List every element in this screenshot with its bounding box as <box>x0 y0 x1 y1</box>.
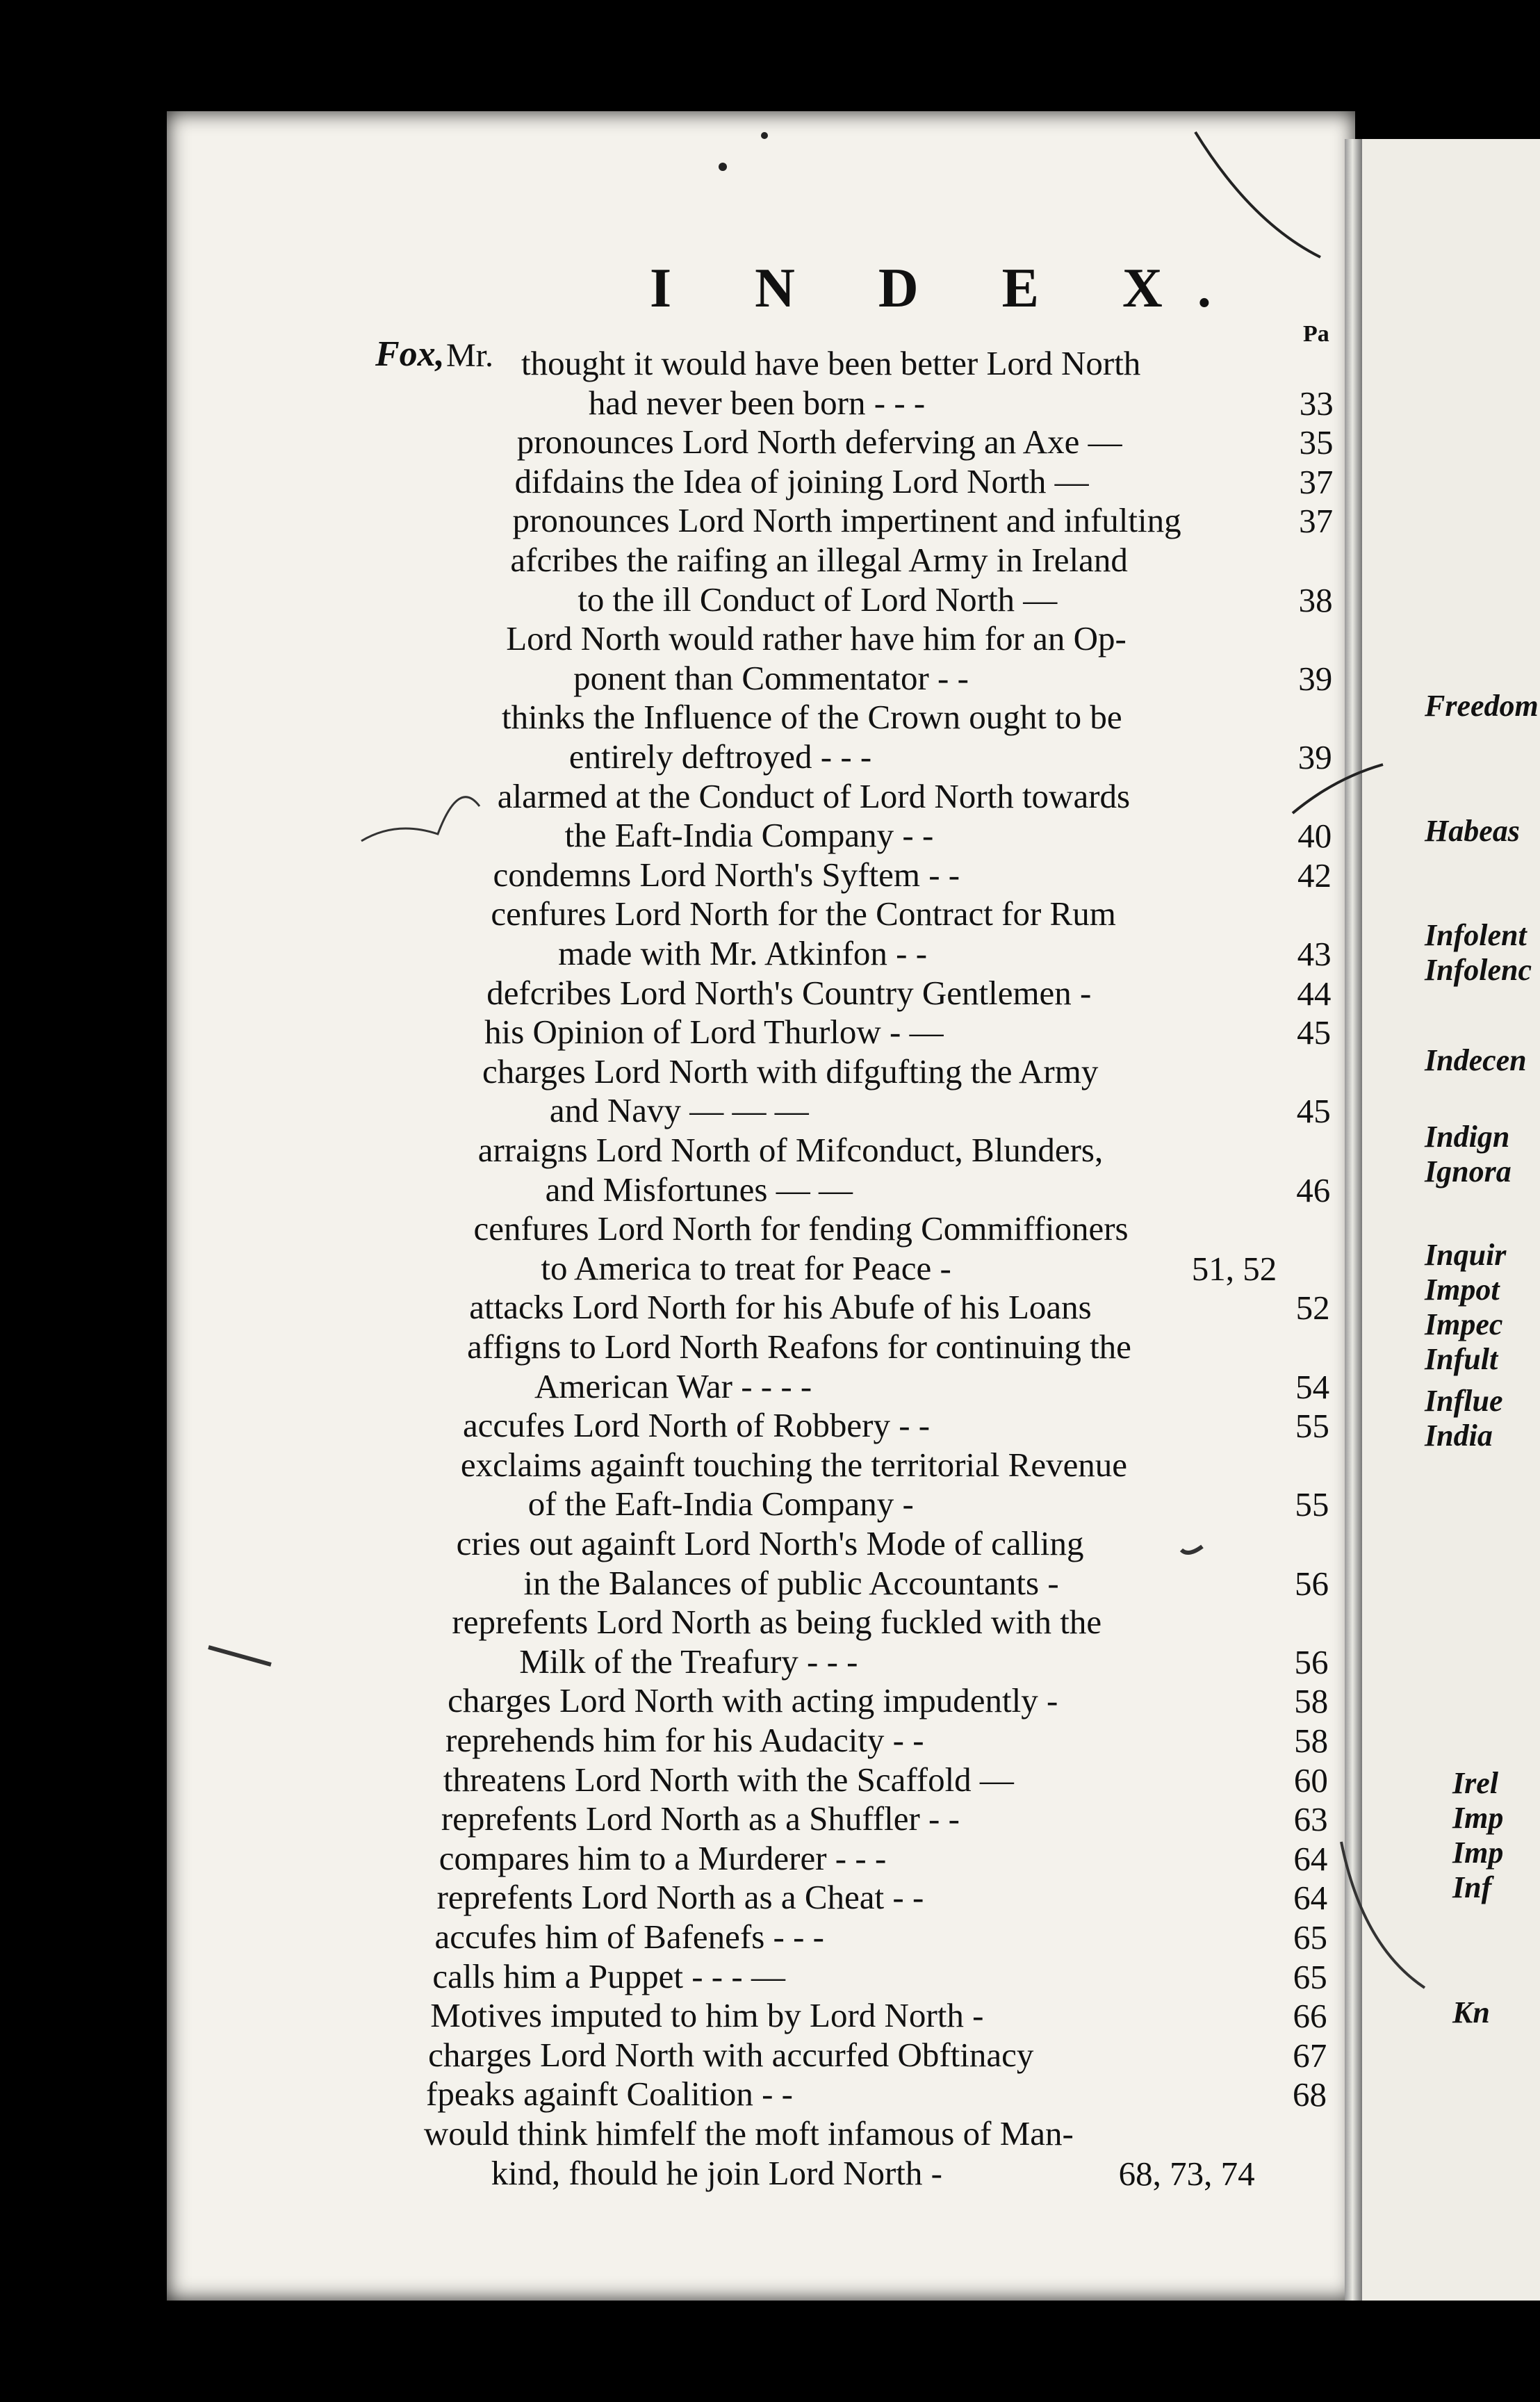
index-entry-line: accufes him of Bafenefs - - - <box>434 1918 824 1956</box>
index-entry-line: charges Lord North with accurfed Obftinacy <box>428 2035 1034 2074</box>
index-page-number: 66 <box>1293 1997 1327 2036</box>
index-heading-name: Fox, <box>375 334 445 374</box>
index-page-number: 63 <box>1293 1800 1328 1839</box>
index-entry-line: American War - - - - <box>534 1366 812 1405</box>
index-entry-line: cries out againft Lord North's Mode of calling <box>456 1524 1084 1562</box>
index-entry-line: affigns to Lord North Reafons for continuing the <box>467 1327 1131 1366</box>
index-entry-line: kind, fhould he join Lord North - <box>491 2153 942 2192</box>
index-entry-line: thought it would have been better Lord North <box>521 344 1141 382</box>
index-entry-line: condemns Lord North's Syftem - - <box>493 855 960 894</box>
index-entry-line: pronounces Lord North deferving an Axe — <box>516 423 1122 461</box>
index-entry-line: calls him a Puppet - - - — <box>432 1956 785 1995</box>
index-page-number: 60 <box>1293 1760 1328 1799</box>
book-gutter <box>1345 139 1362 2301</box>
index-entry-line: made with Mr. Atkinfon - - <box>558 934 928 972</box>
index-page-number: 33 <box>1299 384 1334 423</box>
facing-page-word: Indecen <box>1425 1043 1527 1077</box>
facing-page-word: India <box>1425 1419 1493 1453</box>
index-page-number: 55 <box>1295 1485 1329 1524</box>
facing-page-word: Irel <box>1452 1766 1498 1800</box>
index-page-number: 58 <box>1294 1722 1329 1760</box>
index-entry-line: reprefents Lord North as a Cheat - - <box>436 1878 924 1917</box>
index-page-number: 56 <box>1294 1564 1329 1603</box>
facing-page-word: Ignora <box>1425 1154 1512 1188</box>
facing-page-word: Inquir <box>1425 1238 1507 1272</box>
index-entry-line: entirely deftroyed - - - <box>568 737 872 776</box>
index-entry-line: and Misfortunes — — <box>545 1170 853 1209</box>
index-entry-line: attacks Lord North for his Abufe of his Loans <box>469 1288 1092 1327</box>
index-entry-line: the Eaft-India Company - - <box>564 816 934 855</box>
facing-page-word: Impec <box>1425 1307 1503 1341</box>
facing-page-word: Freedom <box>1425 689 1539 723</box>
index-entry-line: difdains the Idea of joining Lord North — <box>514 461 1089 500</box>
facing-page-word: Inf <box>1452 1870 1492 1904</box>
index-entry-line: accufes Lord North of Robbery - - <box>462 1406 931 1445</box>
index-entry-line: arraigns Lord North of Mifconduct, Blunders, <box>477 1131 1104 1169</box>
index-page-number: 58 <box>1294 1682 1329 1721</box>
index-entry-line: to America to treat for Peace - <box>541 1248 951 1287</box>
index-entry-line: ponent than Commentator - - <box>573 658 969 697</box>
index-entry-line: afcribes the raifing an illegal Army in Ireland <box>510 541 1128 579</box>
facing-page-word: Indign <box>1425 1120 1510 1154</box>
facing-page-word: Infult <box>1425 1342 1498 1376</box>
facing-page-word: Imp <box>1452 1801 1504 1835</box>
index-page-number: 64 <box>1293 1879 1328 1918</box>
index-page-number: 37 <box>1299 502 1334 541</box>
index-page-number: 54 <box>1295 1367 1330 1406</box>
index-entry-line: reprefents Lord North as a Shuffler - - <box>441 1799 960 1838</box>
facing-page-word: Impot <box>1425 1273 1500 1307</box>
index-entry-line: to the ill Conduct of Lord North — <box>578 580 1058 619</box>
page-column-label: Pa <box>1303 321 1329 347</box>
facing-page-word: Habeas <box>1425 814 1520 848</box>
index-entry-line: reprefents Lord North as being fuckled with the <box>452 1603 1102 1642</box>
index-page-number: 67 <box>1293 2036 1327 2075</box>
index-page-number: 39 <box>1297 738 1332 776</box>
index-entry-line: compares him to a Murderer - - - <box>439 1838 887 1877</box>
index-page-number: 38 <box>1298 580 1333 619</box>
index-entry-line: in the Balances of public Accountants - <box>523 1563 1059 1602</box>
index-entry-line: and Navy — — — <box>549 1091 809 1130</box>
index-heading-title: Mr. <box>446 337 494 374</box>
index-page-number: 35 <box>1299 423 1334 462</box>
facing-page <box>1362 139 1540 2301</box>
index-entry-line: reprehends him for his Audacity - - <box>445 1721 924 1759</box>
index-entry-line: threatens Lord North with the Scaffold — <box>443 1760 1014 1799</box>
index-page-number: 68, 73, 74 <box>1118 2154 1255 2193</box>
index-entry-line: Lord North would rather have him for an Op- <box>506 619 1127 658</box>
index-entry-line: charges Lord North with acting impudently - <box>448 1681 1058 1720</box>
index-page-number: 52 <box>1295 1289 1330 1327</box>
index-entry-line: Motives imputed to him by Lord North - <box>430 1996 984 2035</box>
index-entry-line: cenfures Lord North for fending Commiffioners <box>473 1209 1129 1248</box>
index-page-number: 55 <box>1295 1407 1329 1446</box>
index-page-number: 56 <box>1294 1642 1329 1681</box>
index-page-number: 65 <box>1293 1918 1327 1956</box>
index-page-number: 40 <box>1297 817 1332 856</box>
index-page-number: 44 <box>1297 974 1332 1013</box>
index-entry-line: thinks the Influence of the Crown ought to be <box>501 698 1122 737</box>
index-entry-line: pronounces Lord North impertinent and infulting <box>512 501 1181 540</box>
facing-page-word: Influe <box>1425 1384 1503 1418</box>
index-page-number: 51, 52 <box>1191 1249 1277 1288</box>
index-entry-line: cenfures Lord North for the Contract for Rum <box>491 894 1116 933</box>
index-page-number: 39 <box>1298 659 1333 698</box>
index-title: I N D E X. <box>650 258 1246 319</box>
index-entry-line: fpeaks againft Coalition - - <box>426 2075 793 2114</box>
index-page-number: 45 <box>1297 1013 1332 1052</box>
index-page-number: 68 <box>1293 2075 1327 2114</box>
index-page-number: 64 <box>1293 1839 1328 1878</box>
index-page-number: 37 <box>1299 462 1334 501</box>
index-page-number: 65 <box>1293 1957 1327 1996</box>
index-entry-line: Milk of the Treafury - - - <box>519 1642 858 1681</box>
index-entry-line: alarmed at the Conduct of Lord North towards <box>497 776 1131 815</box>
index-page-number: 42 <box>1297 856 1332 894</box>
index-entry-line: charges Lord North with difgufting the Army <box>482 1052 1099 1090</box>
index-entry-line: would think himfelf the moft infamous of Man- <box>423 2114 1074 2152</box>
index-entry-line: his Opinion of Lord Thurlow - — <box>484 1013 944 1052</box>
index-page-number: 43 <box>1297 935 1332 973</box>
index-entry-line: of the Eaft-India Company - <box>527 1485 914 1523</box>
index-page-number: 46 <box>1296 1170 1331 1209</box>
index-page-number: 45 <box>1296 1092 1331 1131</box>
facing-page-word: Imp <box>1452 1836 1504 1870</box>
index-entry-line: had never been born - - - <box>588 383 926 422</box>
index-entry-line: exclaims againft touching the territorial Revenue <box>460 1445 1128 1484</box>
facing-page-word: Infolenc <box>1425 953 1532 987</box>
facing-page-word: Infolent <box>1425 918 1527 952</box>
facing-page-word: Kn <box>1452 1995 1490 2029</box>
index-entry-line: defcribes Lord North's Country Gentlemen - <box>486 973 1092 1012</box>
